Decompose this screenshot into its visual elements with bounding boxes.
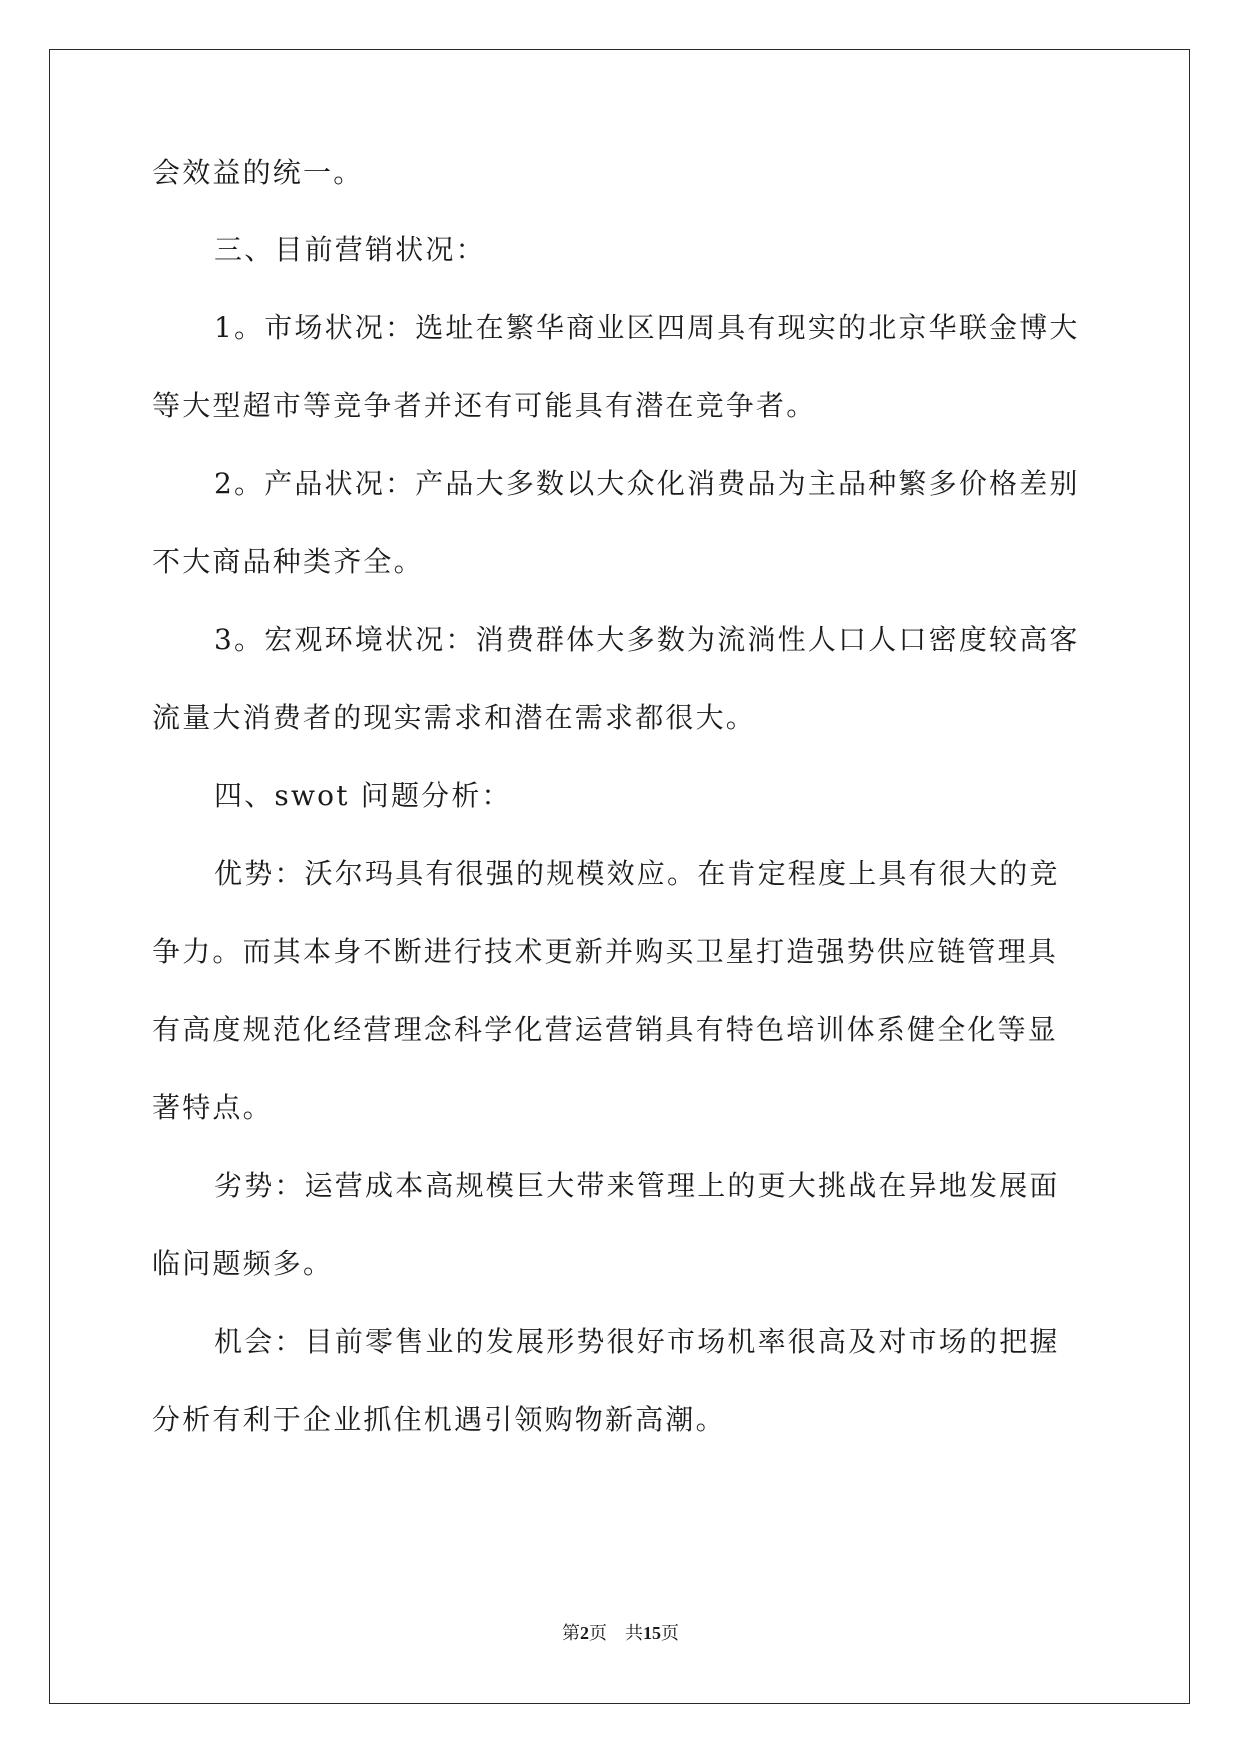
text-line: 等大型超市等竞争者并还有可能具有潜在竞争者。 <box>152 389 817 422</box>
text-line: 有高度规范化经营理念科学化营运营销具有特色培训体系健全化等显 <box>152 1013 1059 1046</box>
text-line: 临问题频多。 <box>152 1247 334 1280</box>
text-line: 流量大消费者的现实需求和潜在需求都很大。 <box>152 701 757 734</box>
text-line: 争力。而其本身不断进行技术更新并购买卫星打造强势供应链管理具 <box>152 935 1059 968</box>
page-number: 2 <box>580 1623 589 1643</box>
text-line: 会效益的统一。 <box>152 156 364 189</box>
total-prefix: 共 <box>625 1623 643 1644</box>
text-line: 分析有利于企业抓住机遇引领购物新高潮。 <box>152 1403 726 1436</box>
text-line: 优势：沃尔玛具有很强的规模效应。在肯定程度上具有很大的竞 <box>214 857 1060 890</box>
text-line: 机会：目前零售业的发展形势很好市场机率很高及对市场的把握 <box>214 1325 1060 1358</box>
text-line: 3。宏观环境状况：消费群体大多数为流淌性人口人口密度较高客 <box>214 623 1080 656</box>
text-line: 不大商品种类齐全。 <box>152 545 424 578</box>
text-line: 2。产品状况：产品大多数以大众化消费品为主品种繁多价格差别 <box>214 467 1080 500</box>
total-suffix: 页 <box>661 1623 679 1644</box>
section-heading: 四、swot 问题分析： <box>214 779 512 812</box>
text-line: 著特点。 <box>152 1091 273 1124</box>
page-suffix: 页 <box>589 1623 607 1644</box>
section-heading: 三、目前营销状况： <box>214 233 486 266</box>
total-pages: 15 <box>643 1623 661 1643</box>
text-line: 劣势：运营成本高规模巨大带来管理上的更大挑战在异地发展面 <box>214 1169 1060 1202</box>
page-footer <box>0 1622 1241 1645</box>
page-prefix: 第 <box>562 1623 580 1644</box>
text-line: 1。市场状况：选址在繁华商业区四周具有现实的北京华联金博大 <box>214 311 1080 344</box>
